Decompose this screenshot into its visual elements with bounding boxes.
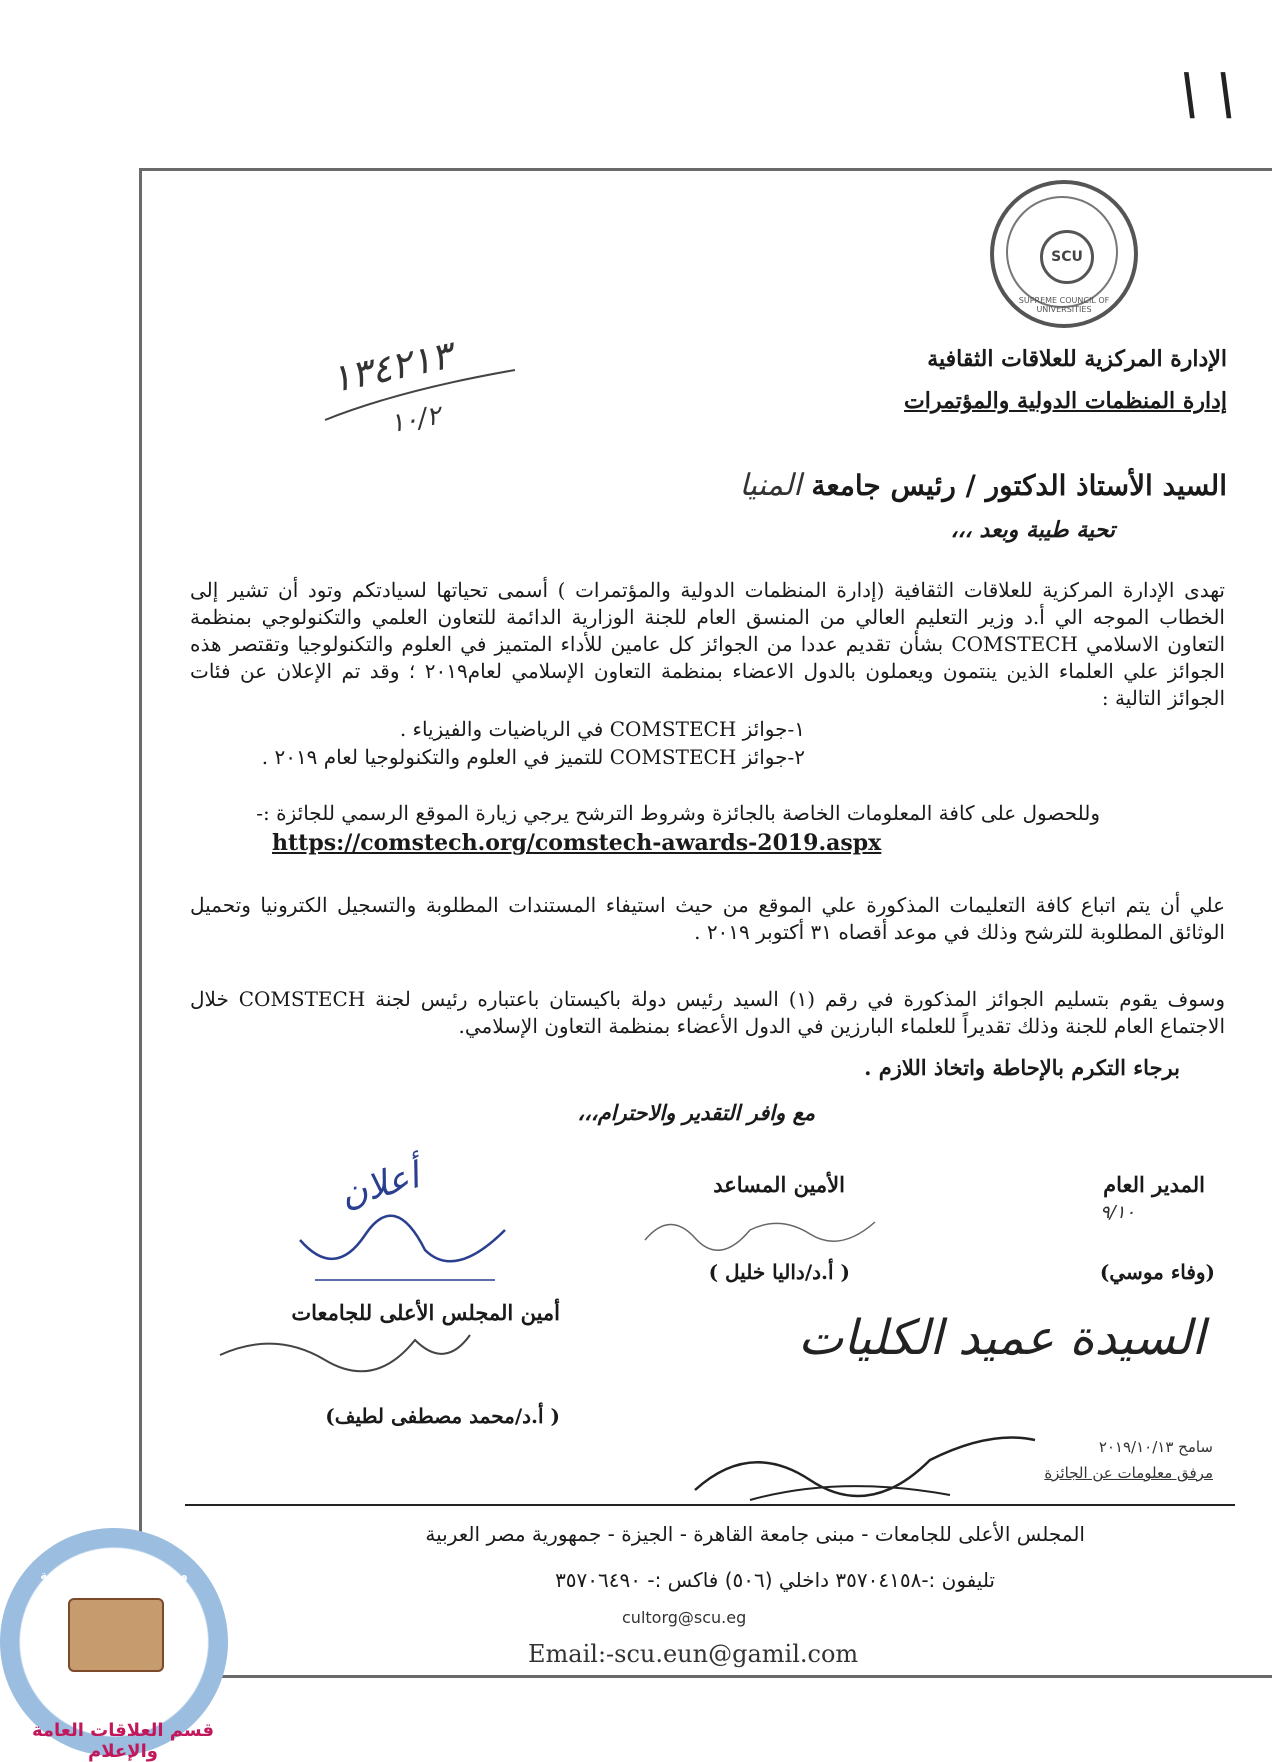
public-relations-caption: قسم العلاقات العامة والإعلام [31, 1720, 215, 1762]
attachment-note: مرفق معلومات عن الجائزة [1044, 1464, 1213, 1482]
paragraph-intro: تهدى الإدارة المركزية للعلاقات الثقافية (إدارة المنظمات الدولية والمؤتمرات ) أسمى تحياتها لسيادتكم وتود أن تشير إلى الخطاب الموجه الي أ.د وزير التعليم العالي من المنسق العام للجنة الوزارية الدائمة للتعاون العلمي والتكنولوجي بمنظمة التعاون الاسلامي COMSTECH بشأن تقديم عددا من الجوائز كل عامين للأداء المتميز في العلوم والتكنولوجيا وتقتصر هذه الجوائز علي العلماء الذين ينتمون ويعملون بالدول الاعضاء بمنظمة التعاون الإسلامي لعام٢٠١٩ ؛ وقد تم الإعلان عن فئات الجوائز التالية : [190, 578, 1225, 710]
seal-center: SCU [1040, 230, 1094, 284]
closing-line: مع وافر التقدير والاحترام،،، [577, 1100, 815, 1125]
director-title: المدير العام [1103, 1172, 1205, 1197]
award-list-item-1: ١-جوائز COMSTECH في الرياضيات والفيزياء . [399, 717, 805, 741]
footer-divider [185, 1504, 1235, 1506]
secretary-general-name: ( أ.د/محمد مصطفى لطيف) [325, 1404, 560, 1428]
paragraph-instructions: علي أن يتم اتباع كافة التعليمات المذكورة علي الموقع من حيث استيفاء المستندات المطلوبة والتسجيل الكترونيا وتحميل الوثائق المطلوبة للترشح وذلك في موعد أقصاه ٣١ أكتوبر ٢٠١٩ . [190, 893, 1225, 944]
assistant-secretary-name: ( أ.د/داليا خليل ) [708, 1260, 850, 1284]
award-url-link[interactable]: https://comstech.org/comstech-awards-2019.aspx [272, 830, 882, 856]
paragraph-ceremony: وسوف يقوم بتسليم الجوائز المذكورة في رقم (١) السيد رئيس دولة باكيستان باعتباره رئيس لجنة COMSTECH خلال الاجتماع العام للجنة وذلك تقديراً للعلماء البارزين في الدول الأعضاء بمنظمة التعاون الإسلامي. [190, 987, 1225, 1038]
header-line1: الإدارة المركزية للعلاقات الثقافية [927, 346, 1227, 372]
secretary-general-title: أمين المجلس الأعلى للجامعات [291, 1300, 560, 1325]
footer-address: المجلس الأعلى للجامعات - مبنى جامعة القاهرة - الجيزة - جمهورية مصر العربية [425, 1522, 1085, 1546]
request-line: برجاء التكرم بالإحاطة واتخاذ اللازم . [864, 1055, 1180, 1080]
assistant-signature [640, 1200, 880, 1260]
award-list-item-2: ٢-جوائز COMSTECH للتميز في العلوم والتكنولوجيا لعام ٢٠١٩ . [261, 745, 805, 769]
assistant-secretary-title: الأمين المساعد [713, 1172, 845, 1197]
logo-top-text: وحدة الخدمات الإلكترونية [40, 1568, 188, 1582]
handwritten-dean-instruction: السيدة عميد الكليات [798, 1310, 1205, 1366]
footer-email-main[interactable]: Email:-scu.eun@gamil.com [528, 1640, 859, 1668]
handwritten-reference: ١٣٤٢١٣ [326, 332, 456, 402]
addressee [607, 468, 1227, 503]
sameh-date: سامح ٢٠١٩/١٠/١٣ [1098, 1438, 1213, 1456]
handwritten-reference-stroke [320, 360, 520, 440]
footer-email-cultorg[interactable]: cultorg@scu.eg [622, 1608, 747, 1627]
director-name: (وفاء موسي) [1099, 1260, 1215, 1284]
handwritten-reference-sub: ١٠/٢ [387, 400, 443, 440]
seal-ring-text: SUPREME COUNCIL OF UNIVERSITIES [1018, 296, 1110, 314]
director-handwritten-note: ٩/١٠ [1100, 1202, 1136, 1223]
handwritten-announcement-note: أعلان [336, 1155, 424, 1216]
secretary-general-signature-blue [295, 1210, 515, 1290]
addressee-printed: السيد الأستاذ الدكتور / رئيس جامعة [811, 469, 1227, 502]
corner-mark: \ \ [1174, 62, 1242, 127]
scu-seal [990, 180, 1138, 328]
info-line: وللحصول على كافة المعلومات الخاصة بالجائزة وشروط الترشح يرجي زيارة الموقع الرسمي للجائزة :- [256, 801, 1100, 825]
footer-phone: تليفون :-٣٥٧٠٤١٥٨ داخلي (٥٠٦) فاكس :- ٣٥٧٠٦٤٩٠ [555, 1568, 995, 1592]
secretary-general-signature [215, 1320, 475, 1380]
addressee-handwritten: المنيا [739, 468, 802, 503]
logo-emblem [68, 1598, 164, 1672]
header-line2: إدارة المنظمات الدولية والمؤتمرات [904, 388, 1227, 414]
greeting: تحية طيبة وبعد ،،، [950, 517, 1115, 543]
logo-bottom-text: البوابة الإلكترونية [54, 1700, 174, 1716]
